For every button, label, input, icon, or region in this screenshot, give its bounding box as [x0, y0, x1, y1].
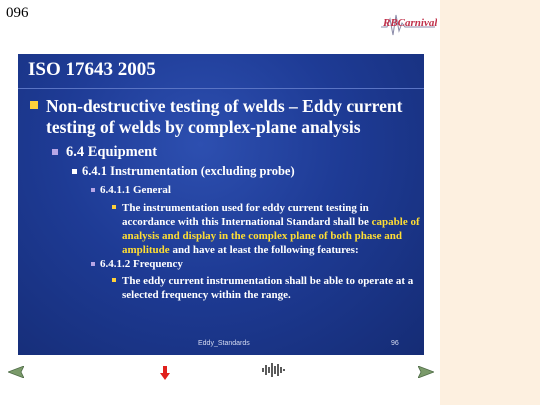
- general-text-highlight: capable of analysis and display in the complex plane of both phase and amplitude: [122, 216, 420, 256]
- bullet-general-text: [122, 201, 422, 257]
- bullet-general: 6.4.1.1 General: [100, 184, 171, 196]
- bullet-marker-4b: [91, 262, 95, 266]
- bullet-frequency: 6.4.1.2 Frequency: [100, 258, 183, 270]
- bullet-marker-1: [30, 101, 38, 109]
- page-number: 096: [6, 5, 29, 21]
- logo-text: RBCarnival: [383, 17, 437, 29]
- general-text-post: and have at least the following features:: [169, 244, 359, 256]
- general-text-pre: The instrumentation used for eddy current testing in accordance with this International Standard shall be: [122, 202, 372, 228]
- bullet-marker-3: [72, 169, 77, 174]
- slide-title: ISO 17643 2005: [28, 59, 156, 80]
- arrow-down-icon[interactable]: [160, 366, 170, 380]
- waveform-icon[interactable]: [261, 362, 287, 378]
- bullet-level-3: 6.4.1 Instrumentation (excluding probe): [82, 164, 295, 178]
- slide-footer-number: 96: [391, 340, 399, 347]
- logo: [379, 5, 437, 41]
- bullet-marker-2: [52, 149, 58, 155]
- bullet-frequency-text: The eddy current instrumentation shall be able to operate at a selected frequency within the range.: [122, 275, 414, 301]
- slide: [18, 54, 424, 355]
- bullet-level-2: 6.4 Equipment: [66, 144, 158, 160]
- arrow-right-icon[interactable]: [418, 365, 434, 377]
- bullet-level-1: Non-destructive testing of welds – Eddy current testing of welds by complex-plane analysis: [46, 96, 403, 137]
- slide-footer-name: Eddy_Standards: [198, 340, 250, 347]
- title-divider: [18, 88, 424, 89]
- bullet-marker-5a: [112, 205, 116, 209]
- bullet-marker-4a: [91, 188, 95, 192]
- arrow-left-icon[interactable]: [8, 365, 24, 377]
- bullet-marker-5b: [112, 278, 116, 282]
